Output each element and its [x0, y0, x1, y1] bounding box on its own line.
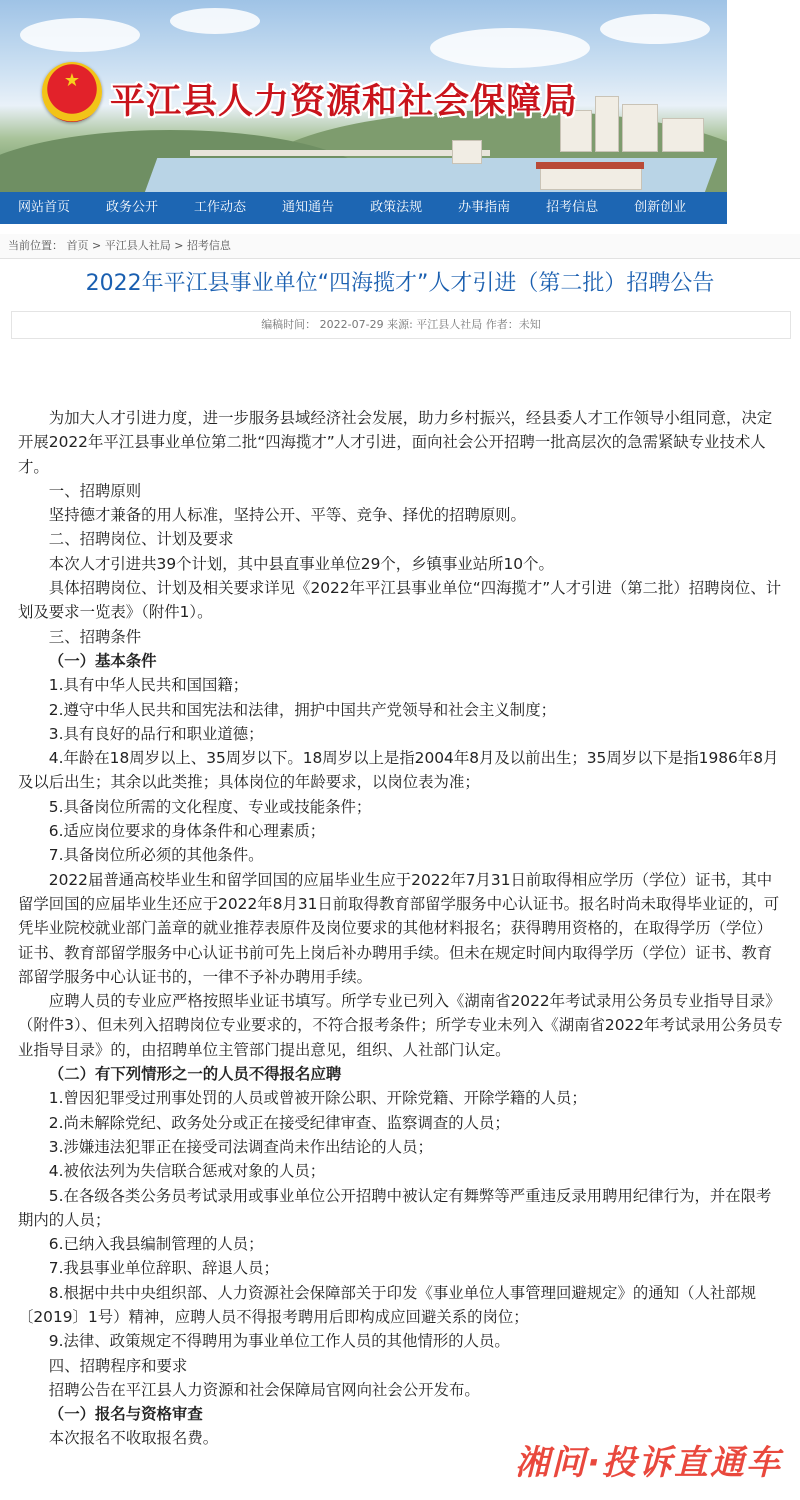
list-item: 3.具有良好的品行和职业道德；	[48, 724, 264, 743]
section-heading: 一、招聘原则	[48, 481, 142, 500]
article-paragraph: 2022届普通高校毕业生和留学回国的应届毕业生应于2022年7月31日前取得相应学历（学位）证书，其中留学回国的应届毕业生还应于2022年8月31日前取得教育部留学服务中心认证书。报名时尚未取得毕业证的，可凭毕业院校就业部门盖章的就业推荐表原件及岗位要求的其他材料报名；获得聘用资格的，在取得学历（学位）证书、教育部留学服务中心认证书前可先上岗后补办聘用手续。但未在规定时间内取得学历（学位）证书、教育部留学服务中心认证书的，一律不予补办聘用手续。	[18, 870, 780, 986]
national-emblem-icon: ★	[42, 62, 102, 122]
article-paragraph: 具体招聘岗位、计划及相关要求详见《2022年平江县事业单位“四海揽才”人才引进（第二批）招聘岗位、计划及要求一览表》（附件1）。	[18, 579, 782, 622]
section-heading: 三、招聘条件	[48, 627, 142, 646]
list-item: 1.具有中华人民共和国国籍；	[48, 676, 249, 695]
article-paragraph: 为加大人才引进力度，进一步服务县域经济社会发展，助力乡村振兴，经县委人才工作领导小组同意，决定开展2022年平江县事业单位第二批“四海揽才”人才引进，面向社会公开招聘一批高层次的急需紧缺专业技术人才。	[18, 409, 773, 476]
breadcrumb-link-bureau[interactable]: 平江县人社局	[104, 239, 171, 252]
article-paragraph: 本次报名不收取报名费。	[48, 1429, 219, 1448]
article-paragraph: 本次人才引进共39个计划，其中县直事业单位29个，乡镇事业站所10个。	[48, 554, 554, 573]
banner-building	[662, 118, 704, 152]
nav-item-government-affairs[interactable]: 政务公开	[106, 200, 159, 215]
article-paragraph: 招聘公告在平江县人力资源和社会保障局官网向社会公开发布。	[48, 1380, 480, 1399]
banner-building	[452, 140, 482, 164]
list-item: 2.尚未解除党纪、政务处分或正在接受纪律审查、监察调查的人员；	[48, 1113, 510, 1132]
banner-building	[540, 168, 642, 190]
banner-cloud	[430, 28, 590, 68]
article-paragraph: 应聘人员的专业应严格按照毕业证书填写。所学专业已列入《湖南省2022年考试录用公务员专业指导目录》（附件3）、但未列入招聘岗位专业要求的，不符合报考条件；所学专业未列入《湖南省2022年考试录用公务员专业指导目录》的，由招聘单位主管部门提出意见，组织、人社部门认定。	[18, 992, 783, 1059]
list-item: 4.被依法列为失信联合惩戒对象的人员；	[48, 1162, 326, 1181]
section-heading: 二、招聘岗位、计划及要求	[48, 530, 234, 549]
breadcrumb-link-recruitment[interactable]: 招考信息	[186, 239, 231, 252]
subsection-heading: （二）有下列情形之一的人员不得报名应聘	[48, 1065, 342, 1084]
main-nav	[0, 192, 727, 224]
breadcrumb-label: 当前位置：	[8, 239, 63, 252]
list-item: 9.法律、政策规定不得聘用为事业单位工作人员的其他情形的人员。	[48, 1332, 510, 1351]
list-item: 3.涉嫌违法犯罪正在接受司法调查尚未作出结论的人员；	[48, 1137, 433, 1156]
article-body	[18, 406, 784, 1451]
subsection-heading: （一）基本条件	[48, 651, 157, 670]
nav-item-policies[interactable]: 政策法规	[370, 200, 423, 215]
banner-cloud	[170, 8, 260, 34]
section-heading: 四、招聘程序和要求	[48, 1356, 188, 1375]
list-item: 8.根据中共中央组织部、人力资源社会保障部关于印发《事业单位人事管理回避规定》的通知（人社部规〔2019〕1号）精神，应聘人员不得报考聘用后即构成应回避关系的岗位；	[18, 1283, 757, 1326]
watermark-logo: 湘问·投诉直通车	[515, 1443, 782, 1483]
article-meta: 编稿时间： 2022-07-29 来源: 平江县人社局 作者：未知	[11, 311, 791, 339]
banner-bridge	[190, 150, 490, 156]
list-item: 6.适应岗位要求的身体条件和心理素质；	[48, 822, 326, 841]
nav-item-recruitment[interactable]: 招考信息	[546, 200, 599, 215]
site-title[interactable]: 平江县人力资源和社会保障局	[110, 81, 579, 122]
banner-cloud	[20, 18, 140, 52]
nav-item-notices[interactable]: 通知通告	[282, 200, 335, 215]
article-title: 2022年平江县事业单位“四海揽才”人才引进（第二批）招聘公告	[85, 271, 715, 296]
breadcrumb	[0, 234, 800, 259]
list-item: 5.在各级各类公务员考试录用或事业单位公开招聘中被认定有舞弊等严重违反录用聘用纪律行为，并在限考期内的人员；	[18, 1186, 772, 1229]
list-item: 1.曾因犯罪受过刑事处罚的人员或曾被开除公职、开除党籍、开除学籍的人员；	[48, 1089, 587, 1108]
nav-item-service-guide[interactable]: 办事指南	[458, 200, 511, 215]
list-item: 7.我县事业单位辞职、辞退人员；	[48, 1259, 279, 1278]
subsection-heading: （一）报名与资格审查	[48, 1405, 203, 1424]
banner-building	[595, 96, 619, 152]
nav-item-work-news[interactable]: 工作动态	[194, 200, 247, 215]
article-paragraph: 坚持德才兼备的用人标准，坚持公开、平等、竞争、择优的招聘原则。	[48, 506, 526, 525]
banner-roof	[536, 162, 644, 169]
banner-building	[622, 104, 658, 152]
nav-item-entrepreneurship[interactable]: 创新创业	[634, 200, 687, 215]
list-item: 5.具备岗位所需的文化程度、专业或技能条件；	[48, 797, 372, 816]
breadcrumb-separator: >	[92, 239, 102, 252]
list-item: 2.遵守中华人民共和国宪法和法律，拥护中国共产党领导和社会主义制度；	[48, 700, 556, 719]
list-item: 4.年龄在18周岁以上、35周岁以下。18周岁以上是指2004年8月及以前出生；35周岁以下是指1986年8月及以后出生；其余以此类推；具体岗位的年龄要求，以岗位表为准；	[18, 749, 779, 792]
header-banner	[0, 0, 727, 192]
list-item: 7.具备岗位所必须的其他条件。	[48, 846, 264, 865]
nav-item-home[interactable]: 网站首页	[18, 200, 71, 215]
breadcrumb-link-home[interactable]: 首页	[66, 239, 89, 252]
breadcrumb-separator: >	[174, 239, 184, 252]
banner-cloud	[600, 14, 710, 44]
list-item: 6.已纳入我县编制管理的人员；	[48, 1235, 264, 1254]
